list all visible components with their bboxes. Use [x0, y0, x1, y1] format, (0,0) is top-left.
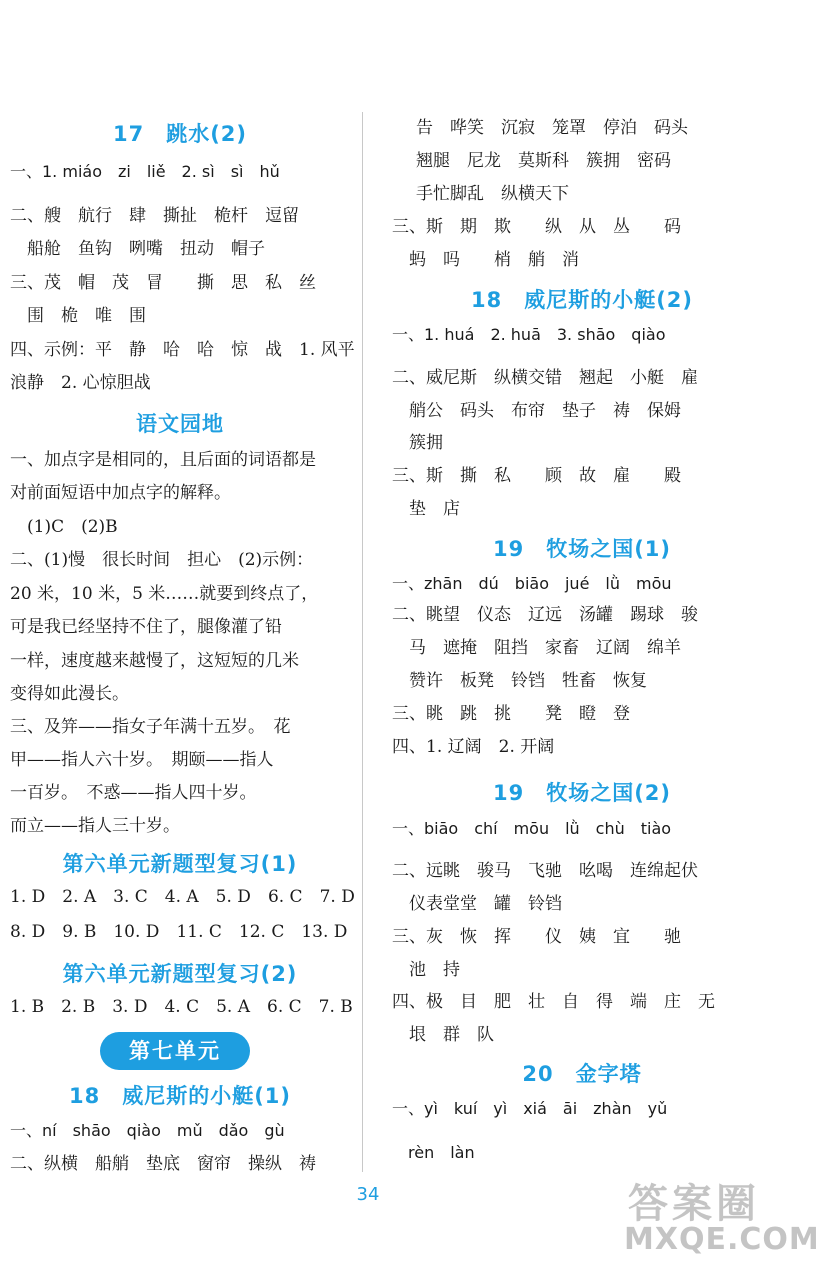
answer-line: 三、斯 撕 私 顾 故 雇 殿 [392, 466, 681, 486]
answer-line: 簇拥 [392, 433, 443, 453]
answer-line: 三、茂 帽 茂 冒 撕 思 私 丝 [10, 273, 316, 293]
answer-line: 三、眺 跳 挑 凳 瞪 登 [392, 704, 630, 724]
answer-line: 1. B 2. B 3. D 4. C 5. A 6. C 7. B [10, 997, 353, 1017]
answer-line: 一、加点字是相同的，且后面的词语都是 [10, 450, 316, 470]
answer-line: 甲——指人六十岁。 期颐——指人 [10, 750, 274, 770]
answer-line: 船舱 鱼钩 咧嘴 扭动 帽子 [10, 239, 265, 259]
answer-line: 二、威尼斯 纵横交错 翘起 小艇 雇 [392, 368, 698, 388]
answer-line: 手忙脚乱 纵横天下 [416, 184, 569, 204]
answer-line: 三、灰 恢 挥 仪 姨 宜 驰 [392, 927, 681, 947]
answer-line: 对前面短语中加点字的解释。 [10, 483, 231, 503]
section-heading: 18 威尼斯的小艇(1) [68, 1084, 292, 1108]
answer-line: 20 米，10 米，5 米……就要到终点了， [10, 584, 319, 604]
pinyin-line: 一、yì kuí yì xiá āi zhàn yǔ [392, 1099, 668, 1118]
answer-line: 马 遮掩 阻挡 家畜 辽阔 绵羊 [392, 638, 681, 658]
page-number: 34 [356, 1184, 380, 1205]
section-heading: 第六单元新题型复习(2) [62, 962, 298, 986]
answer-line: 翘腿 尼龙 莫斯科 簇拥 密码 [416, 151, 671, 171]
answer-line: 告 哗笑 沉寂 笼罩 停泊 码头 [416, 118, 688, 138]
pinyin-line: rèn làn [392, 1143, 475, 1162]
section-heading: 17 跳水(2) [112, 122, 248, 146]
answer-line: 一百岁。 不惑——指人四十岁。 [10, 783, 257, 803]
answer-line: 三、及笄——指女子年满十五岁。 花 [10, 717, 291, 737]
unit-banner: 第七单元 [100, 1032, 250, 1070]
answer-line: 可是我已经坚持不住了，腿像灌了铅 [10, 617, 282, 637]
answer-line: 四、极 目 肥 壮 自 得 端 庄 无 [392, 992, 715, 1012]
section-heading: 18 威尼斯的小艇(2) [470, 288, 694, 312]
answer-line: 赞许 板凳 铃铛 牲畜 恢复 [392, 671, 647, 691]
answer-line: 二、眺望 仪态 辽远 汤罐 踢球 骏 [392, 605, 698, 625]
watermark-top: 答案圈 [628, 1181, 760, 1227]
answer-line: 围 桅 唯 围 [10, 306, 146, 326]
section-heading: 19 牧场之国(2) [492, 781, 672, 805]
pinyin-line: 一、ní shāo qiào mǔ dǎo gù [10, 1121, 285, 1140]
watermark-bottom: MXQE.COM [624, 1222, 820, 1257]
pinyin-line: 一、1. miáo zi liě 2. sì sì hǔ [10, 162, 280, 181]
answer-line: 垠 群 队 [392, 1025, 494, 1045]
answer-line: 二、艘 航行 肆 撕扯 桅杆 逗留 [10, 206, 299, 226]
answer-line: (1)C (2)B [10, 517, 118, 537]
section-heading: 20 金字塔 [522, 1062, 642, 1086]
answer-line: 艄公 码头 布帘 垫子 祷 保姆 [392, 401, 681, 421]
answer-line: 变得如此漫长。 [10, 684, 129, 704]
answer-line: 蚂 吗 梢 艄 消 [392, 250, 579, 270]
answer-line: 8. D 9. B 10. D 11. C 12. C 13. D [10, 922, 348, 942]
watermark [618, 1172, 820, 1260]
answer-line: 二、(1)慢 很长时间 担心 (2)示例： [10, 550, 314, 570]
answer-line: 而立——指人三十岁。 [10, 816, 180, 836]
answer-line: 仪表堂堂 罐 铃铛 [392, 894, 562, 914]
answer-line: 二、纵横 船艄 垫底 窗帘 操纵 祷 [10, 1154, 316, 1174]
answer-line: 四、1. 辽阔 2. 开阔 [392, 737, 555, 757]
answer-line: 垫 店 [392, 499, 460, 519]
answer-line: 一样，速度越来越慢了，这短短的几米 [10, 651, 299, 671]
pinyin-line: 一、zhān dú biāo jué lǜ mōu [392, 574, 672, 593]
pinyin-line: 一、biāo chí mōu lǜ chù tiào [392, 819, 672, 838]
section-heading: 语文园地 [136, 412, 224, 436]
column-divider [362, 112, 363, 1172]
answer-line: 二、远眺 骏马 飞驰 吆喝 连绵起伏 [392, 861, 698, 881]
answer-line: 池 持 [392, 960, 460, 980]
answer-line: 三、斯 期 欺 纵 从 丛 码 [392, 217, 681, 237]
section-heading: 19 牧场之国(1) [492, 537, 672, 561]
pinyin-line: 一、1. huá 2. huā 3. shāo qiào [392, 325, 666, 344]
answer-line: 1. D 2. A 3. C 4. A 5. D 6. C 7. D [10, 887, 355, 907]
section-heading: 第六单元新题型复习(1) [62, 852, 298, 876]
answer-line: 四、示例：平 静 哈 哈 惊 战 1. 风平 [10, 340, 355, 360]
answer-line: 浪静 2. 心惊胆战 [10, 373, 151, 393]
